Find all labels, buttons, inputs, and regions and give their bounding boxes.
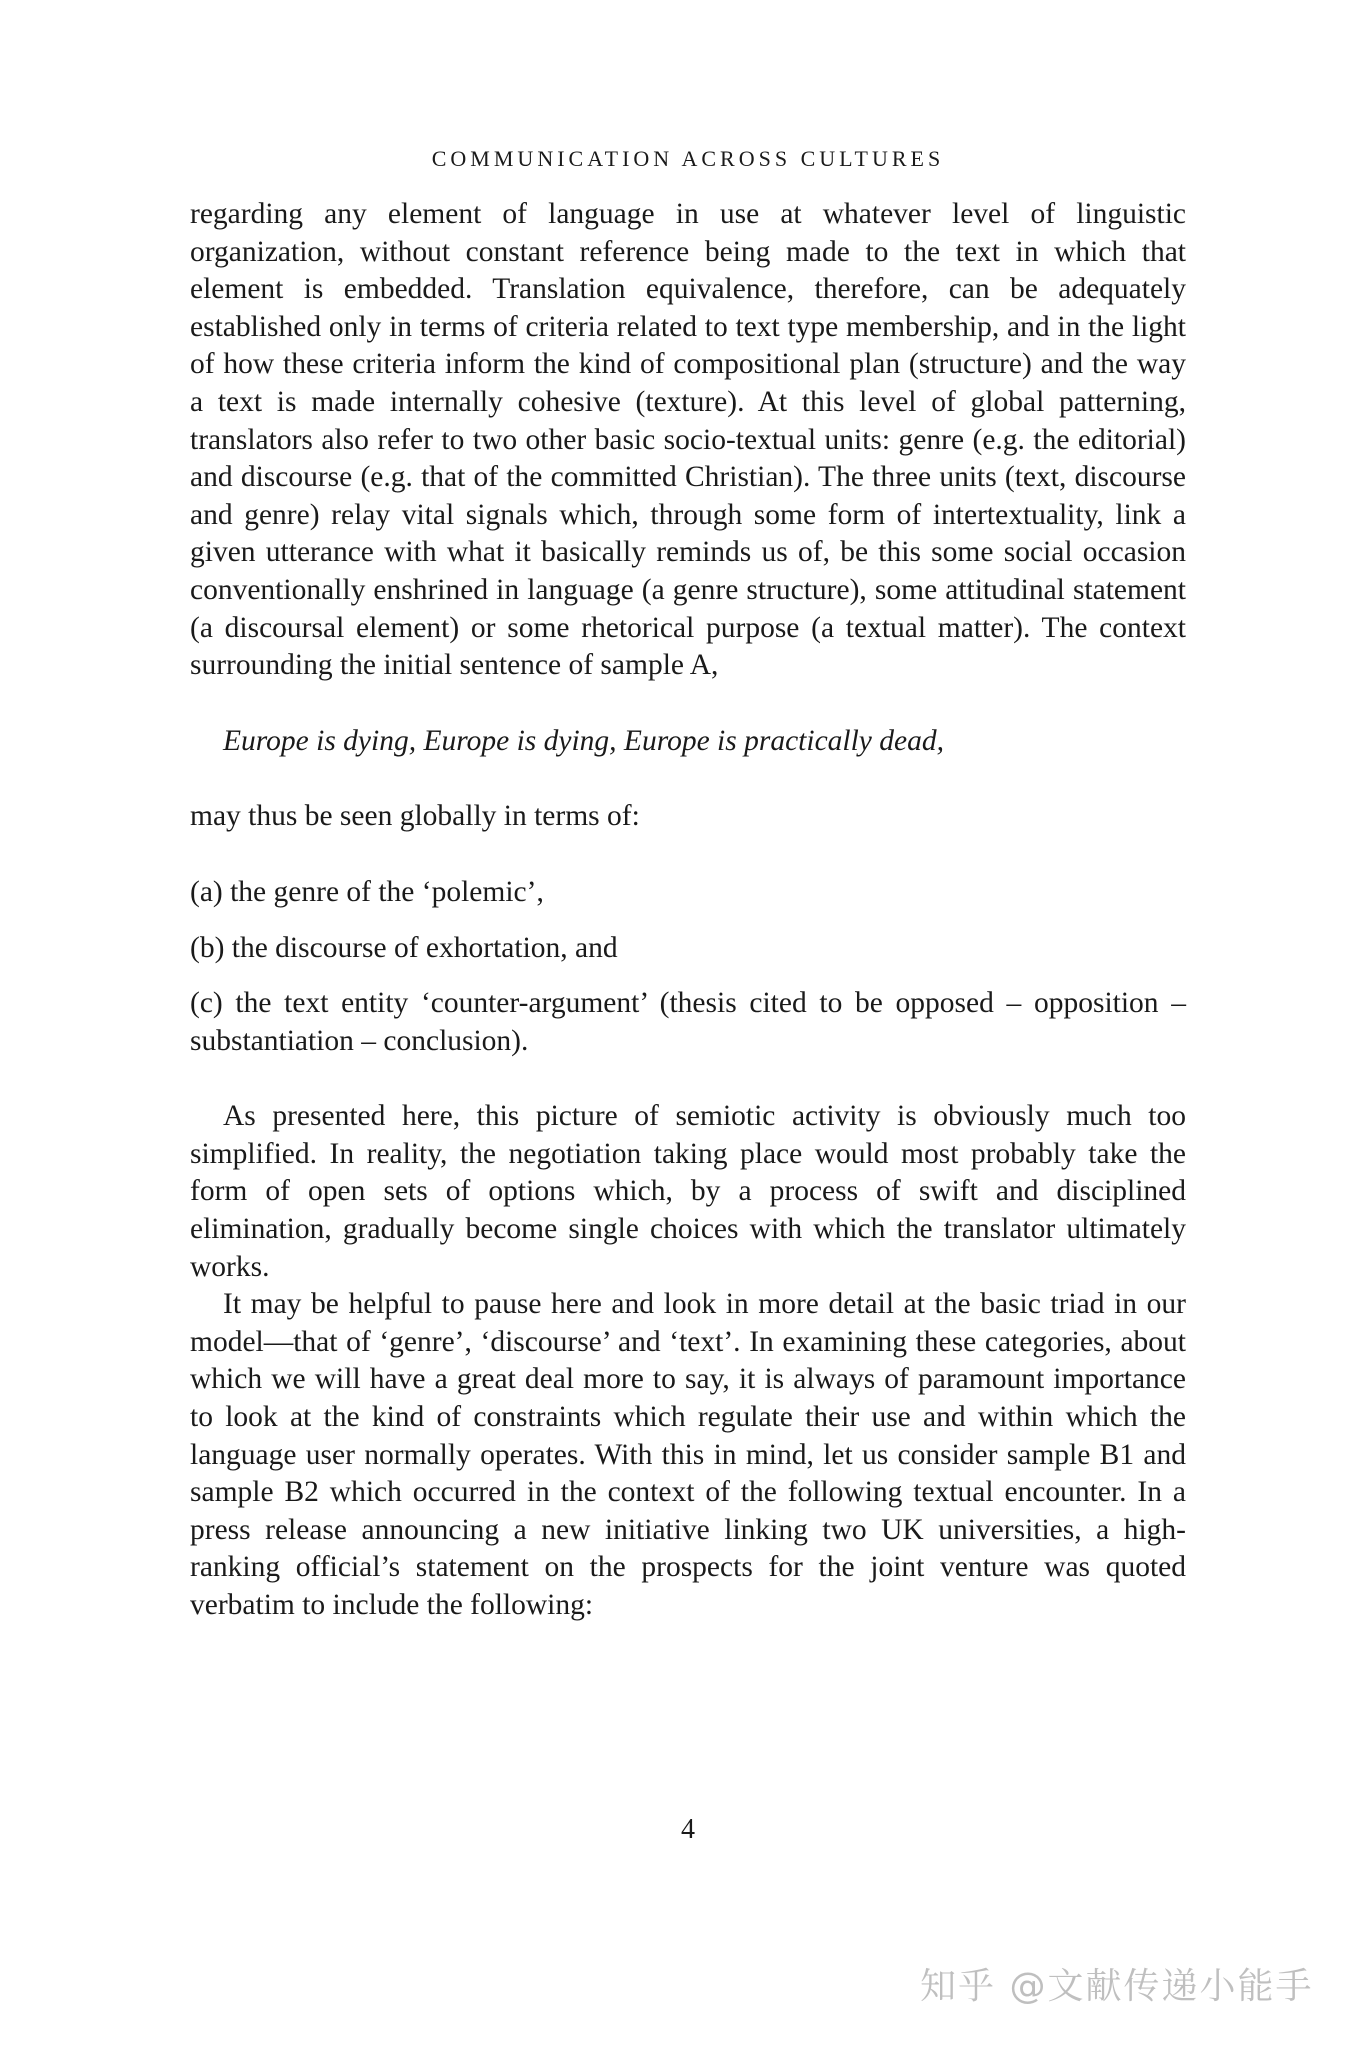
list-item: (c) the text entity ‘counter-argument’ (thesis cited to be opposed – opposition – substantiation – conclusion). bbox=[190, 987, 1186, 1057]
paragraph: As presented here, this picture of semiotic activity is obviously much too simplified. In reality, the negotiation taking place would most probably take the form of open sets of options which, by a process of swift and disciplined elimination, gradually become single choices with which the translator ultimately works. bbox=[190, 1100, 1186, 1283]
list-item: (a) the genre of the ‘polemic’, bbox=[190, 875, 544, 908]
paragraph: It may be helpful to pause here and look in more detail at the basic triad in our model—that of ‘genre’, ‘discourse’ and ‘text’. In examining these categories, about which we will have a great deal more to say, it is always of paramount importance to look at the kind of constraints which regulate their use and within which the language user normally operates. With this in mind, let us consider sample B1 and sample B2 which occurred in the context of the following textual encounter. In a press release announcing a new initiative linking two UK universities, a high-ranking official’s statement on the prospects for the joint venture was quoted verbatim to include the following: bbox=[190, 1288, 1186, 1621]
list-item: (b) the discourse of exhortation, and bbox=[190, 931, 618, 964]
paragraph-continued: regarding any element of language in use at whatever level of linguistic organization, without constant reference being made to the text in which that element is embedded. Translation equivalence, therefore, can be adequately established only in terms of criteria related to text type membership, and in the light of how these criteria inform the kind of compositional plan (structure) and the way a text is made internally cohesive (texture). At this level of global patterning, translators also refer to two other basic socio-textual units: genre (e.g. the editorial) and discourse (e.g. that of the committed Christian). The three units (text, discourse and genre) relay vital signals which, through some form of intertextuality, link a given utterance with what it basically reminds us of, be this some social occasion conventionally enshrined in language (a genre structure), some attitudinal statement (a discoursal element) or some rhetorical purpose (a textual matter). The context surrounding the initial sentence of sample A, bbox=[190, 198, 1186, 682]
quoted-sentence: Europe is dying, Europe is dying, Europe is practically dead, bbox=[223, 724, 944, 757]
lead-in-line: may thus be seen globally in terms of: bbox=[190, 800, 640, 833]
watermark: 知乎 @文献传递小能手 bbox=[920, 1966, 1314, 2007]
page-number: 4 bbox=[681, 1814, 695, 1845]
page-body bbox=[190, 196, 1186, 1625]
running-head: COMMUNICATION ACROSS CULTURES bbox=[431, 146, 945, 171]
